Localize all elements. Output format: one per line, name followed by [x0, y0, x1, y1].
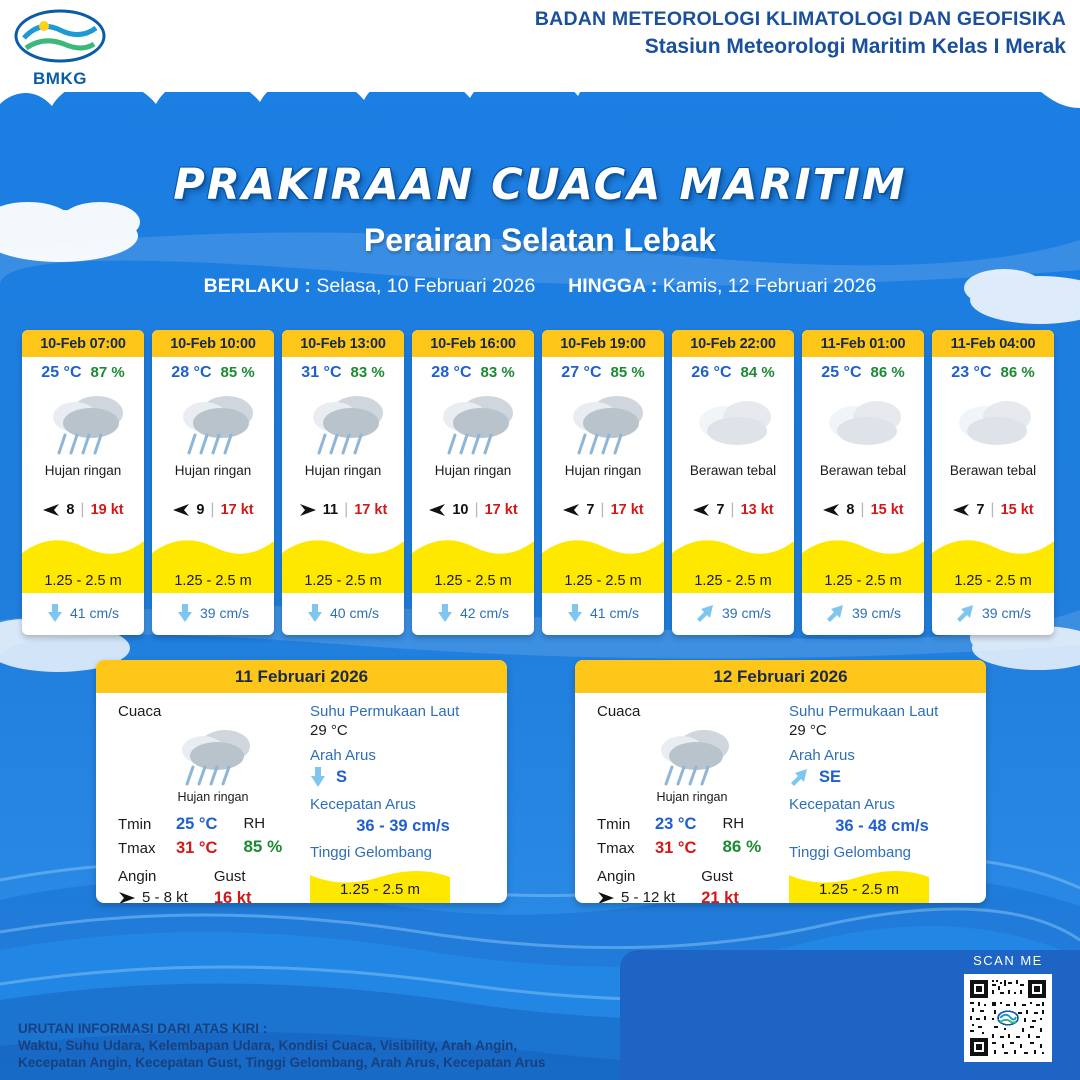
- validity-row: [0, 275, 1080, 298]
- daily-weather-label: Cuaca: [597, 703, 641, 720]
- hourly-condition: Hujan ringan: [174, 463, 252, 478]
- hourly-wind: 11 | 17 kt: [282, 501, 404, 519]
- hourly-wind: 8 | 15 kt: [802, 501, 924, 519]
- daily-sst: 29 °C: [310, 722, 348, 739]
- rain-light-icon: [597, 722, 787, 790]
- wind-arrow-icon: [428, 503, 446, 517]
- hourly-humidity: 84 %: [740, 364, 775, 381]
- rain-light-icon: [22, 385, 144, 463]
- hourly-current-speed: 41 cm/s: [69, 605, 119, 621]
- hourly-wind-speed: 17 kt: [220, 502, 254, 518]
- header-text: [535, 8, 1066, 59]
- hourly-time: 10-Feb 22:00: [672, 330, 794, 357]
- rh-label: RH: [722, 815, 745, 832]
- wind-arrow-icon: [597, 891, 615, 904]
- daily-date: 12 Februari 2026: [575, 660, 986, 693]
- daily-tmax: 31 °C: [655, 839, 697, 857]
- wind-arrow-icon: [562, 503, 580, 517]
- daily-forecast-row: [96, 660, 986, 903]
- hourly-wind-speed: 13 kt: [740, 502, 774, 518]
- header-station-name: Stasiun Meteorologi Maritim Kelas I Merak: [644, 35, 1066, 58]
- rain-light-icon: [282, 385, 404, 463]
- rain-light-icon: [118, 722, 308, 790]
- hourly-card: [152, 330, 274, 635]
- daily-wave-box: [310, 865, 450, 903]
- hourly-time: 10-Feb 07:00: [22, 330, 144, 357]
- wind-arrow-icon: [299, 503, 317, 517]
- current-arrow-ne-icon: [789, 766, 809, 788]
- current-direction-label: Arah Arus: [789, 747, 855, 764]
- daily-wind: 5 - 12 kt: [621, 889, 676, 903]
- hourly-wind-speed: 15 kt: [1000, 502, 1034, 518]
- hourly-condition: Berawan tebal: [949, 463, 1037, 478]
- rh-label: RH: [243, 815, 266, 832]
- hourly-humidity: 85 %: [610, 364, 645, 381]
- current-arrow-down-icon: [47, 603, 63, 623]
- hourly-time: 10-Feb 13:00: [282, 330, 404, 357]
- cloudy-thick-icon: [672, 385, 794, 463]
- hourly-wave-height: 1.25 - 2.5 m: [174, 573, 252, 589]
- current-arrow-down-icon: [310, 766, 326, 788]
- hourly-current-speed: 42 cm/s: [459, 605, 509, 621]
- hourly-wind-speed: 15 kt: [870, 502, 904, 518]
- hourly-wave-height: 1.25 - 2.5 m: [694, 573, 772, 589]
- hourly-wave-height: 1.25 - 2.5 m: [564, 573, 642, 589]
- hourly-wind-speed: 19 kt: [90, 502, 124, 518]
- hourly-wind-direction: 7: [716, 502, 725, 518]
- current-speed-label: Kecepatan Arus: [310, 796, 416, 813]
- daily-condition: Hujan ringan: [656, 790, 728, 804]
- current-arrow-down-icon: [177, 603, 193, 623]
- hourly-condition: Berawan tebal: [689, 463, 777, 478]
- hourly-wave-height: 1.25 - 2.5 m: [44, 573, 122, 589]
- daily-current-direction: S: [336, 767, 348, 786]
- hourly-condition: Hujan ringan: [44, 463, 122, 478]
- hourly-wind: 8 | 19 kt: [22, 501, 144, 519]
- tmin-label: Tmin: [118, 816, 152, 833]
- wind-arrow-icon: [822, 503, 840, 517]
- daily-wave-box: [789, 865, 929, 903]
- current-arrow-down-icon: [307, 603, 323, 623]
- daily-weather-label: Cuaca: [118, 703, 162, 720]
- tmax-label: Tmax: [597, 840, 635, 857]
- sst-label: Suhu Permukaan Laut: [789, 703, 939, 720]
- hourly-current: [282, 603, 404, 623]
- hourly-wind-direction: 8: [66, 502, 75, 518]
- bmkg-logo: [14, 8, 106, 86]
- hourly-time: 11-Feb 04:00: [932, 330, 1054, 357]
- hourly-current-speed: 41 cm/s: [589, 605, 639, 621]
- daily-condition: Hujan ringan: [177, 790, 249, 804]
- current-direction-label: Arah Arus: [310, 747, 376, 764]
- daily-wind: 5 - 8 kt: [142, 889, 188, 903]
- valid-from-value: Selasa, 10 Februari 2026: [316, 275, 536, 297]
- hourly-wind-speed: 17 kt: [610, 502, 644, 518]
- current-arrow-ne-icon: [955, 603, 975, 623]
- hourly-condition: Berawan tebal: [819, 463, 907, 478]
- hourly-wind: 7 | 13 kt: [672, 501, 794, 519]
- daily-current-speed: 36 - 48 cm/s: [835, 817, 929, 835]
- hourly-current: [542, 603, 664, 623]
- rain-light-icon: [152, 385, 274, 463]
- hourly-humidity: 83 %: [480, 364, 515, 381]
- title-block: [0, 160, 1080, 298]
- hourly-card: [412, 330, 534, 635]
- gust-label: Gust: [213, 868, 246, 885]
- wave-height-label: Tinggi Gelombang: [310, 844, 433, 861]
- hourly-current-speed: 39 cm/s: [199, 605, 249, 621]
- daily-rh: 85 %: [243, 837, 283, 856]
- hourly-temperature: 26 °C: [691, 364, 732, 381]
- hourly-current: [22, 603, 144, 623]
- hourly-card: [22, 330, 144, 635]
- hourly-time: 10-Feb 10:00: [152, 330, 274, 357]
- hourly-wave-height: 1.25 - 2.5 m: [304, 573, 382, 589]
- daily-current-direction: SE: [819, 767, 842, 786]
- wind-label: Angin: [597, 868, 636, 885]
- hourly-wind-direction: 7: [586, 502, 595, 518]
- hourly-temperature: 28 °C: [431, 364, 472, 381]
- hourly-current-speed: 39 cm/s: [721, 605, 771, 621]
- hourly-wind-speed: 17 kt: [484, 502, 518, 518]
- hourly-wind: 7 | 17 kt: [542, 501, 664, 519]
- hourly-current-speed: 39 cm/s: [851, 605, 901, 621]
- current-arrow-ne-icon: [825, 603, 845, 623]
- hourly-humidity: 87 %: [90, 364, 125, 381]
- hourly-current: [152, 603, 274, 623]
- current-arrow-ne-icon: [695, 603, 715, 623]
- hourly-wind-direction: 10: [452, 502, 469, 518]
- hourly-wind-direction: 9: [196, 502, 205, 518]
- daily-wave-height: 1.25 - 2.5 m: [818, 881, 900, 898]
- hourly-wind-speed: 17 kt: [354, 502, 388, 518]
- wind-label: Angin: [118, 868, 157, 885]
- hourly-forecast-row: [22, 330, 1058, 635]
- hourly-wind-direction: 11: [322, 502, 339, 518]
- hourly-temperature: 31 °C: [301, 364, 342, 381]
- hourly-humidity: 86 %: [870, 364, 905, 381]
- rain-light-icon: [542, 385, 664, 463]
- bmkg-logo-text: BMKG: [33, 69, 87, 88]
- hourly-current: [412, 603, 534, 623]
- hourly-current: [802, 603, 924, 623]
- hourly-card: [932, 330, 1054, 635]
- cloudy-thick-icon: [802, 385, 924, 463]
- rain-light-icon: [412, 385, 534, 463]
- wind-arrow-icon: [692, 503, 710, 517]
- hourly-time: 10-Feb 19:00: [542, 330, 664, 357]
- hourly-temperature: 25 °C: [821, 364, 862, 381]
- header-agency-name: BADAN METEOROLOGI KLIMATOLOGI DAN GEOFISIKA: [534, 8, 1066, 30]
- hourly-card: [802, 330, 924, 635]
- daily-tmax: 31 °C: [176, 839, 218, 857]
- hourly-wind: 7 | 15 kt: [932, 501, 1054, 519]
- legend-note: [18, 1021, 545, 1070]
- hourly-temperature: 23 °C: [951, 364, 992, 381]
- hourly-current: [672, 603, 794, 623]
- daily-sst: 29 °C: [789, 722, 827, 739]
- hourly-condition: Hujan ringan: [304, 463, 382, 478]
- daily-tmin: 25 °C: [176, 815, 218, 833]
- qr-code[interactable]: [964, 974, 1052, 1062]
- sst-label: Suhu Permukaan Laut: [310, 703, 460, 720]
- hourly-card: [282, 330, 404, 635]
- scan-block: [964, 953, 1052, 1062]
- current-speed-label: Kecepatan Arus: [789, 796, 895, 813]
- hourly-card: [542, 330, 664, 635]
- valid-to-label: HINGGA :: [568, 275, 658, 297]
- daily-gust: 16 kt: [213, 889, 252, 903]
- daily-gust: 21 kt: [701, 889, 739, 903]
- hourly-current-speed: 40 cm/s: [329, 605, 379, 621]
- wind-arrow-icon: [952, 503, 970, 517]
- hourly-time: 11-Feb 01:00: [802, 330, 924, 357]
- scan-me-label: SCAN ME: [973, 953, 1043, 968]
- current-arrow-down-icon: [567, 603, 583, 623]
- hourly-wind: 9 | 17 kt: [152, 501, 274, 519]
- cloudy-thick-icon: [932, 385, 1054, 463]
- wind-arrow-icon: [118, 891, 136, 904]
- tmin-label: Tmin: [597, 816, 631, 833]
- hourly-wave-height: 1.25 - 2.5 m: [824, 573, 902, 589]
- hourly-time: 10-Feb 16:00: [412, 330, 534, 357]
- page-header: [0, 0, 1080, 92]
- hourly-humidity: 83 %: [350, 364, 385, 381]
- legend-line-1: Waktu, Suhu Udara, Kelembapan Udara, Kondisi Cuaca, Visibility, Arah Angin,: [18, 1038, 518, 1053]
- hourly-card: [672, 330, 794, 635]
- hourly-wind-direction: 7: [976, 502, 985, 518]
- hourly-wave-height: 1.25 - 2.5 m: [434, 573, 512, 589]
- wave-height-label: Tinggi Gelombang: [789, 844, 912, 861]
- daily-wave-height: 1.25 - 2.5 m: [339, 881, 421, 898]
- valid-from-label: BERLAKU :: [203, 275, 311, 297]
- hourly-condition: Hujan ringan: [434, 463, 512, 478]
- daily-rh: 86 %: [722, 837, 762, 856]
- page-title: PRAKIRAAN CUACA MARITIM: [173, 160, 907, 210]
- hourly-temperature: 25 °C: [41, 364, 82, 381]
- legend-title: URUTAN INFORMASI DARI ATAS KIRI :: [18, 1021, 268, 1036]
- page-subtitle: Perairan Selatan Lebak: [363, 222, 717, 258]
- hourly-humidity: 85 %: [220, 364, 255, 381]
- hourly-current: [932, 603, 1054, 623]
- gust-label: Gust: [701, 868, 733, 885]
- valid-to-value: Kamis, 12 Februari 2026: [662, 275, 877, 297]
- daily-date: 11 Februari 2026: [96, 660, 507, 693]
- wind-arrow-icon: [172, 503, 190, 517]
- wind-arrow-icon: [42, 503, 60, 517]
- hourly-humidity: 86 %: [1000, 364, 1035, 381]
- daily-tmin: 23 °C: [655, 815, 697, 833]
- hourly-temperature: 27 °C: [561, 364, 602, 381]
- daily-panel: [575, 660, 986, 903]
- hourly-wind: 10 | 17 kt: [412, 501, 534, 519]
- hourly-condition: Hujan ringan: [564, 463, 642, 478]
- current-arrow-down-icon: [437, 603, 453, 623]
- hourly-wind-direction: 8: [846, 502, 855, 518]
- hourly-wave-height: 1.25 - 2.5 m: [954, 573, 1032, 589]
- tmax-label: Tmax: [118, 840, 156, 857]
- hourly-temperature: 28 °C: [171, 364, 212, 381]
- daily-panel: [96, 660, 507, 903]
- daily-current-speed: 36 - 39 cm/s: [356, 817, 450, 835]
- hourly-current-speed: 39 cm/s: [981, 605, 1031, 621]
- legend-line-2: Kecepatan Angin, Kecepatan Gust, Tinggi Gelombang, Arah Arus, Kecepatan Arus: [18, 1055, 546, 1070]
